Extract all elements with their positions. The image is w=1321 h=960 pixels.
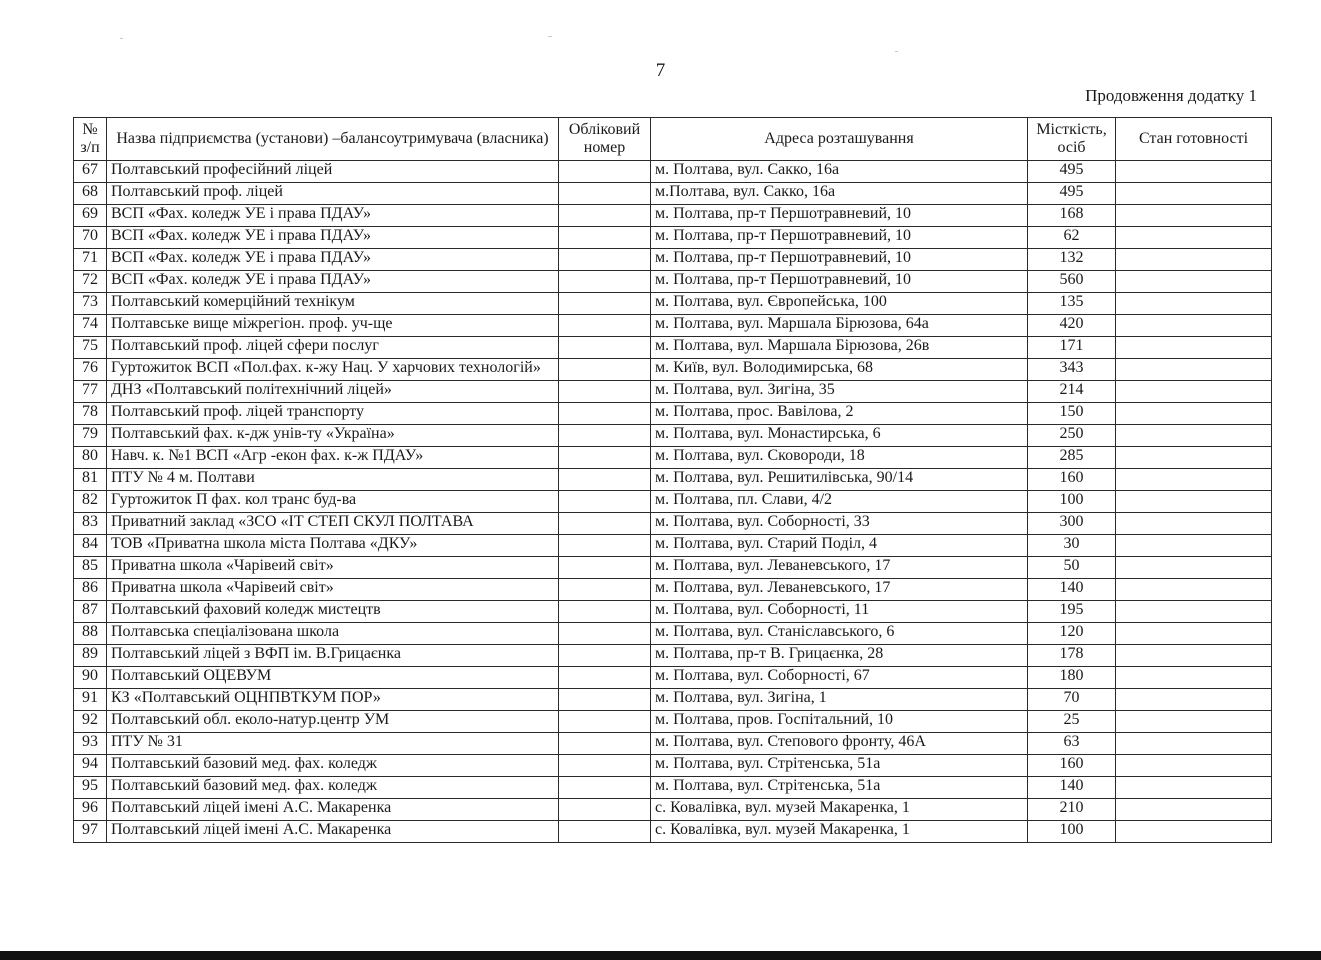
cell-reg-number	[559, 623, 651, 645]
cell-address: м. Полтава, вул. Сакко, 16а	[651, 161, 1028, 183]
scan-bottom-edge	[0, 951, 1321, 960]
cell-capacity: 25	[1028, 711, 1116, 733]
cell-address: м. Полтава, прос. Вавілова, 2	[651, 403, 1028, 425]
cell-name: Полтавський ліцей імені А.С. Макаренка	[107, 799, 559, 821]
cell-reg-number	[559, 733, 651, 755]
cell-name: Полтавська спеціалізована школа	[107, 623, 559, 645]
cell-address: м. Полтава, вул. Зигіна, 35	[651, 381, 1028, 403]
table-row	[74, 469, 1272, 491]
cell-status	[1116, 755, 1272, 777]
table-row	[74, 337, 1272, 359]
cell-num: 96	[74, 799, 107, 821]
cell-capacity: 100	[1028, 491, 1116, 513]
cell-reg-number	[559, 689, 651, 711]
cell-status	[1116, 777, 1272, 799]
cell-reg-number	[559, 183, 651, 205]
cell-capacity: 343	[1028, 359, 1116, 381]
cell-capacity: 285	[1028, 447, 1116, 469]
cell-num: 82	[74, 491, 107, 513]
cell-num: 90	[74, 667, 107, 689]
scan-speck	[120, 38, 123, 39]
cell-name: Полтавський ліцей імені А.С. Макаренка	[107, 821, 559, 843]
cell-capacity: 120	[1028, 623, 1116, 645]
cell-reg-number	[559, 425, 651, 447]
cell-num: 72	[74, 271, 107, 293]
cell-capacity: 171	[1028, 337, 1116, 359]
table-row	[74, 447, 1272, 469]
cell-status	[1116, 227, 1272, 249]
cell-capacity: 62	[1028, 227, 1116, 249]
cell-address: м. Полтава, вул. Стрітенська, 51а	[651, 777, 1028, 799]
cell-capacity: 160	[1028, 755, 1116, 777]
cell-reg-number	[559, 491, 651, 513]
cell-num: 76	[74, 359, 107, 381]
cell-name: Полтавський фах. к-дж унів-ту «Україна»	[107, 425, 559, 447]
cell-capacity: 168	[1028, 205, 1116, 227]
cell-address: м. Полтава, вул. Старий Поділ, 4	[651, 535, 1028, 557]
table-row	[74, 777, 1272, 799]
cell-status	[1116, 293, 1272, 315]
cell-status	[1116, 601, 1272, 623]
cell-status	[1116, 799, 1272, 821]
cell-capacity: 300	[1028, 513, 1116, 535]
cell-name: Гуртожиток П фах. кол транс буд-ва	[107, 491, 559, 513]
cell-status	[1116, 425, 1272, 447]
table-row	[74, 205, 1272, 227]
cell-reg-number	[559, 337, 651, 359]
cell-reg-number	[559, 227, 651, 249]
cell-capacity: 135	[1028, 293, 1116, 315]
cell-status	[1116, 579, 1272, 601]
cell-capacity: 250	[1028, 425, 1116, 447]
cell-name: ПТУ № 4 м. Полтави	[107, 469, 559, 491]
cell-capacity: 63	[1028, 733, 1116, 755]
table-row	[74, 161, 1272, 183]
cell-address: м. Полтава, пр-т Першотравневий, 10	[651, 271, 1028, 293]
cell-capacity: 30	[1028, 535, 1116, 557]
cell-reg-number	[559, 755, 651, 777]
cell-num: 68	[74, 183, 107, 205]
cell-num: 75	[74, 337, 107, 359]
cell-status	[1116, 271, 1272, 293]
table-row	[74, 579, 1272, 601]
cell-name: Полтавський комерційний технікум	[107, 293, 559, 315]
cell-address: м. Полтава, пр-т Першотравневий, 10	[651, 249, 1028, 271]
table-row	[74, 491, 1272, 513]
cell-num: 94	[74, 755, 107, 777]
cell-status	[1116, 249, 1272, 271]
page-number: 7	[655, 60, 666, 81]
cell-capacity: 560	[1028, 271, 1116, 293]
cell-name: Полтавський базовий мед. фах. коледж	[107, 755, 559, 777]
cell-capacity: 180	[1028, 667, 1116, 689]
cell-status	[1116, 711, 1272, 733]
cell-reg-number	[559, 381, 651, 403]
table-row	[74, 821, 1272, 843]
cell-name: Полтавський фаховий коледж мистецтв	[107, 601, 559, 623]
cell-capacity: 70	[1028, 689, 1116, 711]
cell-capacity: 160	[1028, 469, 1116, 491]
scan-speck	[895, 51, 898, 52]
cell-num: 69	[74, 205, 107, 227]
cell-name: Приватна школа «Чарівеий світ»	[107, 557, 559, 579]
cell-address: м. Полтава, вул. Степового фронту, 46А	[651, 733, 1028, 755]
table-row	[74, 755, 1272, 777]
cell-name: Полтавський проф. ліцей сфери послуг	[107, 337, 559, 359]
cell-name: КЗ «Полтавський ОЦНПВТКУМ ПОР»	[107, 689, 559, 711]
cell-capacity: 210	[1028, 799, 1116, 821]
cell-reg-number	[559, 777, 651, 799]
table-row	[74, 425, 1272, 447]
cell-name: ТОВ «Приватна школа міста Полтава «ДКУ»	[107, 535, 559, 557]
cell-num: 70	[74, 227, 107, 249]
cell-name: Полтавський ОЦЕВУМ	[107, 667, 559, 689]
cell-reg-number	[559, 205, 651, 227]
cell-num: 86	[74, 579, 107, 601]
table-row	[74, 513, 1272, 535]
cell-address: м.Полтава, вул. Сакко, 16а	[651, 183, 1028, 205]
cell-status	[1116, 161, 1272, 183]
table-row	[74, 227, 1272, 249]
cell-status	[1116, 557, 1272, 579]
cell-capacity: 214	[1028, 381, 1116, 403]
facilities-table	[73, 117, 1272, 843]
cell-reg-number	[559, 711, 651, 733]
cell-capacity: 420	[1028, 315, 1116, 337]
header-reg-number: Обліковий номер	[559, 118, 651, 161]
cell-reg-number	[559, 601, 651, 623]
cell-capacity: 140	[1028, 777, 1116, 799]
cell-address: с. Ковалівка, вул. музей Макаренка, 1	[651, 799, 1028, 821]
cell-address: м. Полтава, вул. Леваневського, 17	[651, 579, 1028, 601]
cell-capacity: 495	[1028, 161, 1116, 183]
cell-num: 93	[74, 733, 107, 755]
cell-num: 81	[74, 469, 107, 491]
cell-name: Полтавський професійний ліцей	[107, 161, 559, 183]
cell-address: м. Полтава, вул. Монастирська, 6	[651, 425, 1028, 447]
cell-reg-number	[559, 799, 651, 821]
cell-status	[1116, 821, 1272, 843]
cell-num: 83	[74, 513, 107, 535]
cell-name: Полтавське вище міжрегіон. проф. уч-ще	[107, 315, 559, 337]
cell-num: 80	[74, 447, 107, 469]
table-row	[74, 601, 1272, 623]
cell-num: 67	[74, 161, 107, 183]
cell-num: 97	[74, 821, 107, 843]
cell-address: м. Полтава, пр-т В. Грицаєнка, 28	[651, 645, 1028, 667]
cell-address: м. Полтава, вул. Маршала Бірюзова, 64а	[651, 315, 1028, 337]
table-row	[74, 271, 1272, 293]
cell-address: м. Полтава, пров. Госпітальний, 10	[651, 711, 1028, 733]
cell-reg-number	[559, 535, 651, 557]
cell-status	[1116, 469, 1272, 491]
header-row	[74, 118, 1272, 161]
cell-name: Полтавський ліцей з ВФП ім. В.Грицаєнка	[107, 645, 559, 667]
cell-reg-number	[559, 249, 651, 271]
cell-capacity: 132	[1028, 249, 1116, 271]
cell-status	[1116, 689, 1272, 711]
header-status: Стан готовності	[1116, 118, 1272, 161]
cell-reg-number	[559, 821, 651, 843]
cell-reg-number	[559, 447, 651, 469]
cell-status	[1116, 623, 1272, 645]
cell-num: 78	[74, 403, 107, 425]
cell-status	[1116, 381, 1272, 403]
cell-address: м. Полтава, вул. Станіславського, 6	[651, 623, 1028, 645]
table-row	[74, 623, 1272, 645]
cell-status	[1116, 359, 1272, 381]
header-name: Назва підприємства (установи) –балансоутримувача (власника)	[107, 118, 559, 161]
cell-num: 89	[74, 645, 107, 667]
cell-status	[1116, 645, 1272, 667]
table-row	[74, 645, 1272, 667]
cell-name: Гуртожиток ВСП «Пол.фах. к-жу Нац. У харчових технологій»	[107, 359, 559, 381]
cell-address: м. Полтава, вул. Леваневського, 17	[651, 557, 1028, 579]
table-row	[74, 689, 1272, 711]
cell-num: 73	[74, 293, 107, 315]
cell-name: Полтавський проф. ліцей	[107, 183, 559, 205]
cell-num: 71	[74, 249, 107, 271]
cell-capacity: 150	[1028, 403, 1116, 425]
cell-capacity: 50	[1028, 557, 1116, 579]
table-row	[74, 293, 1272, 315]
cell-capacity: 140	[1028, 579, 1116, 601]
cell-reg-number	[559, 579, 651, 601]
cell-status	[1116, 205, 1272, 227]
cell-name: ДНЗ «Полтавський політехнічний ліцей»	[107, 381, 559, 403]
cell-reg-number	[559, 667, 651, 689]
cell-address: м. Полтава, пр-т Першотравневий, 10	[651, 205, 1028, 227]
header-num: № з/п	[74, 118, 107, 161]
cell-num: 84	[74, 535, 107, 557]
table-row	[74, 733, 1272, 755]
table-row	[74, 403, 1272, 425]
cell-name: ВСП «Фах. коледж УЕ і права ПДАУ»	[107, 249, 559, 271]
cell-name: ПТУ № 31	[107, 733, 559, 755]
cell-capacity: 195	[1028, 601, 1116, 623]
table-row	[74, 359, 1272, 381]
cell-status	[1116, 491, 1272, 513]
cell-num: 74	[74, 315, 107, 337]
cell-reg-number	[559, 513, 651, 535]
cell-address: м. Полтава, вул. Зигіна, 1	[651, 689, 1028, 711]
cell-status	[1116, 513, 1272, 535]
cell-address: м. Київ, вул. Володимирська, 68	[651, 359, 1028, 381]
cell-status	[1116, 733, 1272, 755]
table-row	[74, 249, 1272, 271]
cell-name: ВСП «Фах. коледж УЕ і права ПДАУ»	[107, 271, 559, 293]
cell-reg-number	[559, 359, 651, 381]
table-row	[74, 535, 1272, 557]
cell-status	[1116, 667, 1272, 689]
cell-reg-number	[559, 403, 651, 425]
cell-capacity: 178	[1028, 645, 1116, 667]
cell-address: м. Полтава, вул. Стрітенська, 51а	[651, 755, 1028, 777]
cell-address: с. Ковалівка, вул. музей Макаренка, 1	[651, 821, 1028, 843]
cell-name: ВСП «Фах. коледж УЕ і права ПДАУ»	[107, 205, 559, 227]
table-row	[74, 183, 1272, 205]
cell-num: 87	[74, 601, 107, 623]
table-body	[74, 161, 1272, 843]
table-row	[74, 557, 1272, 579]
table-row	[74, 315, 1272, 337]
header-address: Адреса розташування	[651, 118, 1028, 161]
header-capacity: Місткість, осіб	[1028, 118, 1116, 161]
cell-name: Полтавський проф. ліцей транспорту	[107, 403, 559, 425]
cell-status	[1116, 183, 1272, 205]
cell-num: 88	[74, 623, 107, 645]
cell-status	[1116, 535, 1272, 557]
cell-status	[1116, 315, 1272, 337]
cell-num: 95	[74, 777, 107, 799]
cell-status	[1116, 447, 1272, 469]
cell-address: м. Полтава, вул. Маршала Бірюзова, 26в	[651, 337, 1028, 359]
cell-address: м. Полтава, вул. Сковороди, 18	[651, 447, 1028, 469]
cell-num: 79	[74, 425, 107, 447]
cell-reg-number	[559, 315, 651, 337]
cell-name: Приватний заклад «ЗСО «ІТ СТЕП СКУЛ ПОЛТАВА	[107, 513, 559, 535]
table-header	[74, 118, 1272, 161]
cell-num: 77	[74, 381, 107, 403]
table-row	[74, 381, 1272, 403]
table-row	[74, 799, 1272, 821]
cell-num: 91	[74, 689, 107, 711]
table-row	[74, 711, 1272, 733]
cell-address: м. Полтава, вул. Решитилівська, 90/14	[651, 469, 1028, 491]
cell-reg-number	[559, 271, 651, 293]
cell-name: Полтавський обл. еколо-натур.центр УМ	[107, 711, 559, 733]
cell-reg-number	[559, 557, 651, 579]
cell-address: м. Полтава, вул. Європейська, 100	[651, 293, 1028, 315]
cell-num: 92	[74, 711, 107, 733]
cell-name: Приватна школа «Чарівеий світ»	[107, 579, 559, 601]
cell-name: Полтавський базовий мед. фах. коледж	[107, 777, 559, 799]
cell-address: м. Полтава, вул. Соборності, 33	[651, 513, 1028, 535]
cell-capacity: 495	[1028, 183, 1116, 205]
cell-capacity: 100	[1028, 821, 1116, 843]
cell-reg-number	[559, 293, 651, 315]
cell-name: Навч. к. №1 ВСП «Агр -екон фах. к-ж ПДАУ»	[107, 447, 559, 469]
cell-address: м. Полтава, пл. Слави, 4/2	[651, 491, 1028, 513]
cell-address: м. Полтава, пр-т Першотравневий, 10	[651, 227, 1028, 249]
table-row	[74, 667, 1272, 689]
cell-status	[1116, 403, 1272, 425]
scan-speck	[548, 36, 552, 37]
cell-address: м. Полтава, вул. Соборності, 11	[651, 601, 1028, 623]
cell-reg-number	[559, 161, 651, 183]
cell-num: 85	[74, 557, 107, 579]
cell-status	[1116, 337, 1272, 359]
cell-reg-number	[559, 469, 651, 491]
cell-name: ВСП «Фах. коледж УЕ і права ПДАУ»	[107, 227, 559, 249]
cell-reg-number	[559, 645, 651, 667]
appendix-continuation-label: Продовження додатку 1	[1085, 86, 1257, 105]
cell-address: м. Полтава, вул. Соборності, 67	[651, 667, 1028, 689]
